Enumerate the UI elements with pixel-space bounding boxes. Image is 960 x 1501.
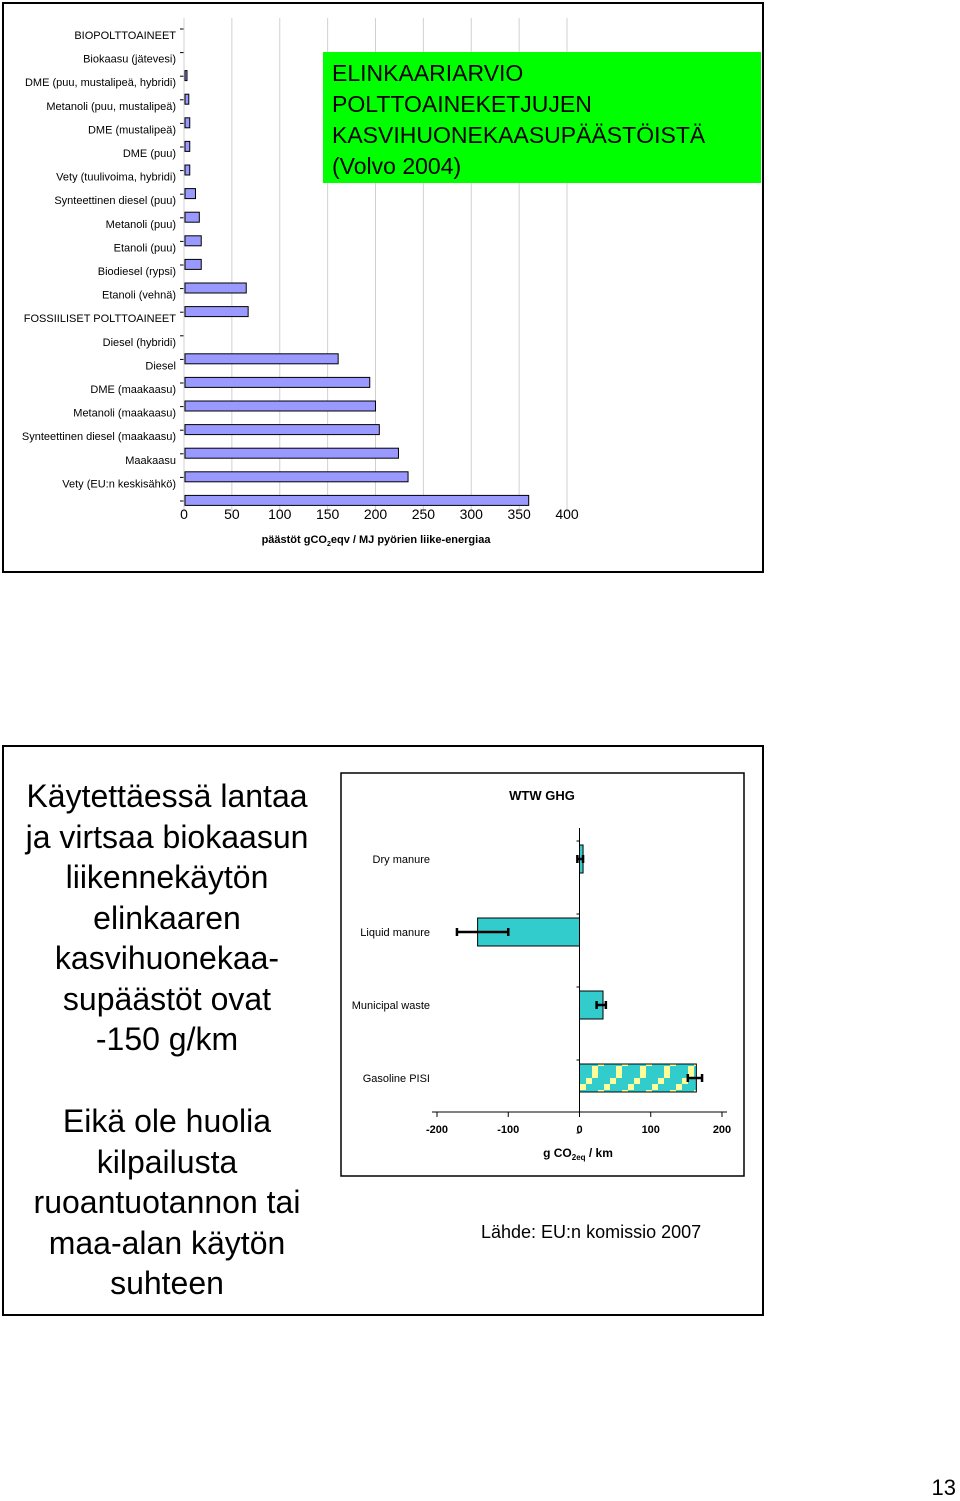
- x-tick-label: -100: [497, 1124, 520, 1136]
- bar: [185, 472, 408, 482]
- text-line: ja virtsaa biokaasun: [25, 818, 309, 855]
- bar: [185, 236, 201, 246]
- y-tick-label: Diesel (hybridi): [102, 336, 176, 349]
- y-tick-label: Etanoli (puu): [113, 242, 176, 255]
- bar: [185, 448, 398, 458]
- text-line: Eikä ole huolia: [62, 1103, 272, 1139]
- bar: [185, 259, 201, 269]
- y-tick-label: Synteettinen diesel (maakaasu): [21, 431, 176, 444]
- x-axis-label: päästöt gCO$_2$eqv / MJ pyörien liike-energiaa: [261, 534, 491, 548]
- category-label: Dry manure: [372, 854, 430, 866]
- bar: [185, 165, 190, 175]
- chart-title-line-4: (Volvo 2004): [332, 153, 462, 179]
- text-line: kasvihuonekaa-: [54, 940, 280, 976]
- y-tick-label: Biodiesel (rypsi): [97, 266, 176, 278]
- x-tick-label: 200: [712, 1124, 732, 1136]
- category-label: Gasoline PISI: [362, 1073, 430, 1085]
- category-label: Municipal waste: [351, 1000, 430, 1012]
- y-tick-label: Vety (tuulivoima, hybridi): [56, 171, 176, 184]
- y-tick-label: Diesel: [145, 360, 176, 373]
- text-line: ruoantuotannon tai: [33, 1184, 301, 1220]
- bar: [185, 495, 529, 505]
- x-tick-label: 350: [507, 506, 531, 522]
- text-line: -150 g/km: [95, 1021, 239, 1057]
- y-tick-label: Etanoli (vehnä): [102, 289, 176, 302]
- bar: [185, 401, 376, 411]
- bar: [185, 377, 370, 387]
- y-tick-label: Vety (EU:n keskisähkö): [62, 478, 176, 491]
- y-tick-label: FOSSIILISET POLTTOAINEET: [23, 313, 176, 326]
- chart-title-line-3: KASVIHUONEKAASUPÄÄSTÖISTÄ: [332, 122, 706, 148]
- y-tick-label: DME (puu): [122, 148, 176, 160]
- bar: [185, 71, 187, 81]
- x-tick-label: 300: [459, 506, 483, 522]
- y-tick-label: Metanoli (puu, mustalipeä): [46, 100, 176, 113]
- bar: [185, 354, 338, 364]
- bar: [185, 283, 246, 293]
- y-tick-label: BIOPOLTTOAINEET: [74, 30, 176, 42]
- biogas-paragraph-2: [2, 1101, 332, 1304]
- text-line: Käytettäessä lantaa: [26, 778, 308, 814]
- wtw-ghg-chart: [340, 772, 745, 1177]
- chart-title-line-1: ELINKAARIARVIO: [332, 60, 524, 86]
- x-tick-label: -200: [425, 1124, 449, 1136]
- text-line: supäästöt ovat: [62, 980, 272, 1017]
- chart-title-line-2: POLTTOAINEKETJUJEN: [332, 91, 592, 117]
- x-tick-label: 400: [555, 506, 579, 522]
- source-note: Lähde: EU:n komissio 2007: [481, 1222, 702, 1242]
- bar: [185, 189, 195, 199]
- text-line: kilpailusta: [96, 1143, 238, 1180]
- chart-frame: [341, 773, 744, 1176]
- x-tick-label: 200: [363, 506, 388, 522]
- y-tick-label: Maakaasu: [125, 454, 176, 467]
- bar: [185, 425, 379, 435]
- page-number: 13: [931, 1475, 956, 1500]
- bar: [185, 141, 190, 151]
- y-tick-label: Metanoli (maakaasu): [73, 407, 176, 420]
- bar: [185, 94, 189, 104]
- x-axis-label: g $CO_{2eq}$ / km: [543, 1146, 613, 1162]
- y-tick-label: Biokaasu (jätevesi): [83, 53, 176, 66]
- bar: [185, 212, 199, 222]
- y-tick-label: DME (maakaasu): [90, 384, 176, 396]
- y-tick-label: DME (mustalipeä): [87, 124, 176, 137]
- y-tick-label: DME (puu, mustalipeä, hybridi): [24, 77, 176, 90]
- x-tick-label: 0: [576, 1124, 583, 1136]
- x-tick-label: 100: [641, 1124, 660, 1136]
- x-tick-label: 50: [224, 506, 240, 522]
- y-tick-label: Metanoli (puu): [105, 218, 176, 231]
- text-line: suhteen: [110, 1265, 224, 1301]
- x-tick-label: 250: [411, 506, 436, 522]
- x-tick-label: 150: [315, 506, 340, 522]
- x-tick-label: 0: [180, 506, 188, 522]
- text-line: liikennekäytön: [65, 859, 269, 895]
- bar: [580, 1064, 697, 1092]
- text-line: maa-alan käytön: [48, 1224, 286, 1261]
- bar: [185, 118, 190, 128]
- category-label: Liquid manure: [360, 927, 430, 939]
- biogas-paragraph-1: [2, 776, 332, 1060]
- y-tick-label: Synteettinen diesel (puu): [54, 195, 176, 208]
- text-line: elinkaaren: [93, 899, 241, 936]
- x-tick-label: 100: [268, 506, 292, 522]
- chart-title: WTW GHG: [509, 788, 575, 803]
- bar: [185, 307, 248, 317]
